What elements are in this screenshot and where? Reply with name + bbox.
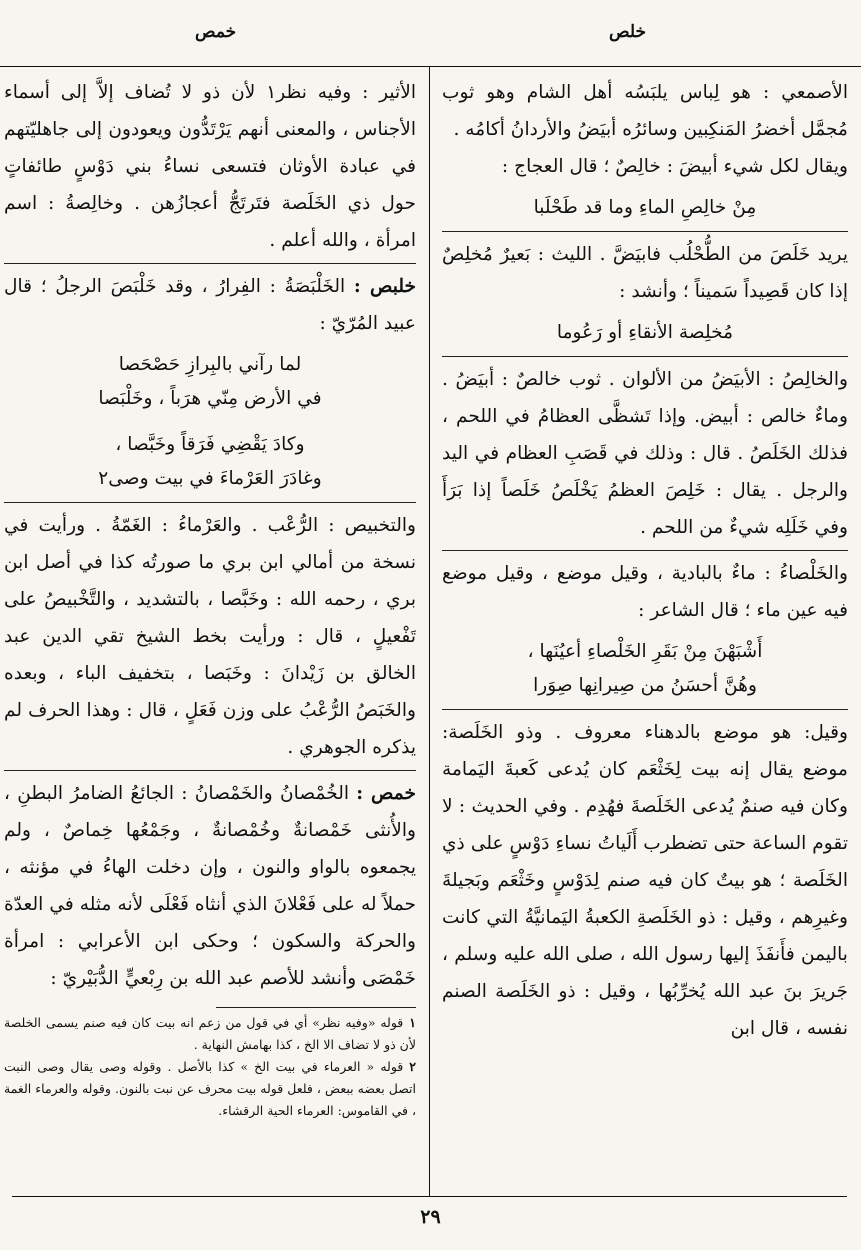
paragraph: والخَلْصاءُ : ماءٌ بالبادية ، وقيل موضع ، وقيل موضع فيه عين ماء ؛ قال الشاعر :: [442, 563, 848, 621]
verse-line: وغادَرَ العَرْماءَ في بيت وصى٢: [98, 468, 322, 489]
footnote-rule: [216, 1007, 416, 1008]
verse: [442, 191, 848, 225]
verse-line: وهُنَّ أحسَنُ من صِيرانِها صِوَرا: [533, 675, 757, 696]
running-head-left: خمص: [195, 22, 237, 42]
footnote-text: قوله «وفيه نظر» أي في قول من زعم انه بيت كان فيه صنم يسمى الخلصة لأن ذو لا تضاف الا الخ ، كذا بهامش النهاية .: [4, 1015, 416, 1052]
section-divider: [4, 770, 416, 771]
column-divider: [429, 66, 430, 1196]
footnote-number: ١: [409, 1015, 416, 1030]
footnote: [4, 1012, 416, 1056]
left-column: [4, 74, 416, 1192]
verse: [442, 635, 848, 703]
paragraph: والخالِصُ : الأبيَضُ من الألوان . ثوب خالصٌ : أبيَضُ . وماءٌ خالص : أبيض. وإذا تَشظَّى العظامُ في اللحم ، فذلك الخَلَصُ . قال : وذلك في قَصَبِ العظام في اليد والرجل . يقال : خَلِصَ العظمُ يَخْلَصُ خَلَصاً إذا بَرَأَ وفي خَلَلِه شيءٌ من اللحم .: [442, 369, 848, 538]
entry-text: الخَلْبَصَةُ : الفِرارُ ، وقد خَلْبَصَ الرجلُ ؛ قال عبيد المُرّيّ :: [4, 276, 416, 334]
headword: خمص :: [356, 783, 416, 804]
paragraph: ويقال لكل شيء أبيضَ : خالِصٌ ؛ قال العجاج :: [501, 156, 848, 177]
footnote-number: ٢: [409, 1059, 416, 1074]
top-rule: [0, 66, 861, 67]
bottom-rule: [12, 1196, 847, 1197]
entry-text: الخُمْصانُ والخَمْصانُ : الجائعُ الضامرُ البطنِ ، والأُنثى خَمْصانةٌ وخُمْصانةٌ ، وجَمْعُها خِماصٌ ، ولم يجمعوه بالواو والنون ، وإن دخلت الهاءُ في مؤنثه ، حملاً له على فَعْلانَ الذي أنثاه فَعْلَى لأنه مثله في العدّة والحركة والسكون ؛ وحكى ابن الأعرابي : امرأة خَمْصَى وأنشد للأصم عبد الله بن رِبْعيٍّ الدُّبَيْريّ :: [4, 783, 416, 989]
verse-line: مِنْ خالِصِ الماءِ وما قد طَحْلَبا: [533, 197, 757, 218]
verse-line: لما رآني بالبِرازِ حَصْحَصا: [118, 354, 302, 375]
verse-line: أَشْبَهْنَ مِنْ بَقَرِ الخَلْصاءِ أعيُنَها ،: [527, 641, 763, 662]
right-column: [442, 74, 848, 1192]
verse: [442, 316, 848, 350]
section-divider: [4, 263, 416, 264]
paragraph: والتخبيص : الرُّعْب . والعَرْماءُ : الغَمّةُ . ورأيت في نسخة من أمالي ابن بري ما صورتُه كذا في أصل ابن بري ، رحمه الله : وخَبَّصا ، بالتشديد ، والتَّخْبيصُ على تَفْعيلٍ ، قال : ورأيت بخط الشيخ تقي الدين عبد الخالق بن زَيْدانَ : وخَبَصا ، بتخفيف الباء ، وبعده والخَبَصُ الرُّعْبُ على وزن فَعَلٍ ، قال : وهذا الحرف لم يذكره الجوهري .: [4, 515, 416, 758]
entry-khamas: [4, 775, 416, 997]
section-divider: [442, 550, 848, 551]
paragraph: الأصمعي : هو لِباس يلبَسُه أهل الشام وهو ثوب مُجمَّل أخضرُ المَنكِبين وسائرُه أبيَضُ والأردانُ أكامُه .: [442, 82, 848, 140]
verse-line: في الأرض مِنّي هرَباً ، وخَلْبَصا: [98, 388, 322, 409]
verse: [4, 348, 416, 496]
footnote: [4, 1056, 416, 1122]
footnote-text: قوله « العرماء في بيت الخ » كذا بالأصل . وقوله وصى يقال وصى النبت اتصل بعضه ببعض ، فلعل قوله بيت محرف عن نبت بالنون. وقوله والعرماء الغمة ، في القاموس: العرماء الحية الرقشاء.: [4, 1059, 416, 1118]
paragraph: يريد خَلَصَ من الطُّحْلُب فابيَضَّ . الليث : بَعيرٌ مُخلِصٌ إذا كان قَصِيداً سَميناً ؛ وأنشد :: [442, 244, 848, 302]
headword: خلبص :: [353, 276, 416, 297]
section-divider: [442, 709, 848, 710]
verse-line: مُخلِصة الأنقاءِ أو رَعُوما: [556, 322, 734, 343]
page-number: ٢٩: [420, 1206, 441, 1228]
section-divider: [442, 356, 848, 357]
paragraph: الأثير : وفيه نظر١ لأن ذو لا تُضاف إلاَّ إلى أسماء الأجناس ، والمعنى أنهم يَرْتَدُّون ويعودون إلى جاهليّتهم في عبادة الأوثان فتسعى نساءُ بني دَوْسٍ طائفاتٍ حول ذي الخَلَصة فتَرتَجُّ أعجازُهن . وخالِصةُ : اسم امرأة ، والله أعلم .: [4, 82, 416, 251]
paragraph: وقيل: هو موضع بالدهناء معروف . وذو الخَلَصة: موضع يقال إنه بيت لِخَثْعَم كان يُدعى كَعبةَ اليَمامة وكان فيه صنمٌ يُدعى الخَلَصةَ فهُدِم . وفي الحديث : لا تقوم الساعة حتى تضطرب أَلَياتُ نساءِ دَوْسٍ على ذي الخَلَصة ؛ هو بيتٌ كان فيه صنم لِدَوْسٍ وخَثْعَم وبَجيلةَ وغيرِهم ، وقيل : ذو الخَلَصةِ الكعبةُ اليَمانيَّةُ التي كانت باليمن فأَنفَذَ إليها رسول الله ، صلى الله عليه وسلم ، جَريرَ بنَ عبد الله يُخرِّبُها ، وقيل : ذو الخَلَصة الصنم نفسه ، قال ابن: [442, 722, 848, 1039]
entry-khalbas: [4, 268, 416, 342]
section-divider: [4, 502, 416, 503]
section-divider: [442, 231, 848, 232]
verse-line: وكادَ يَقْضِي فَرَقاً وخَبَّصا ،: [115, 434, 305, 455]
running-head-right: خلص: [609, 22, 646, 42]
